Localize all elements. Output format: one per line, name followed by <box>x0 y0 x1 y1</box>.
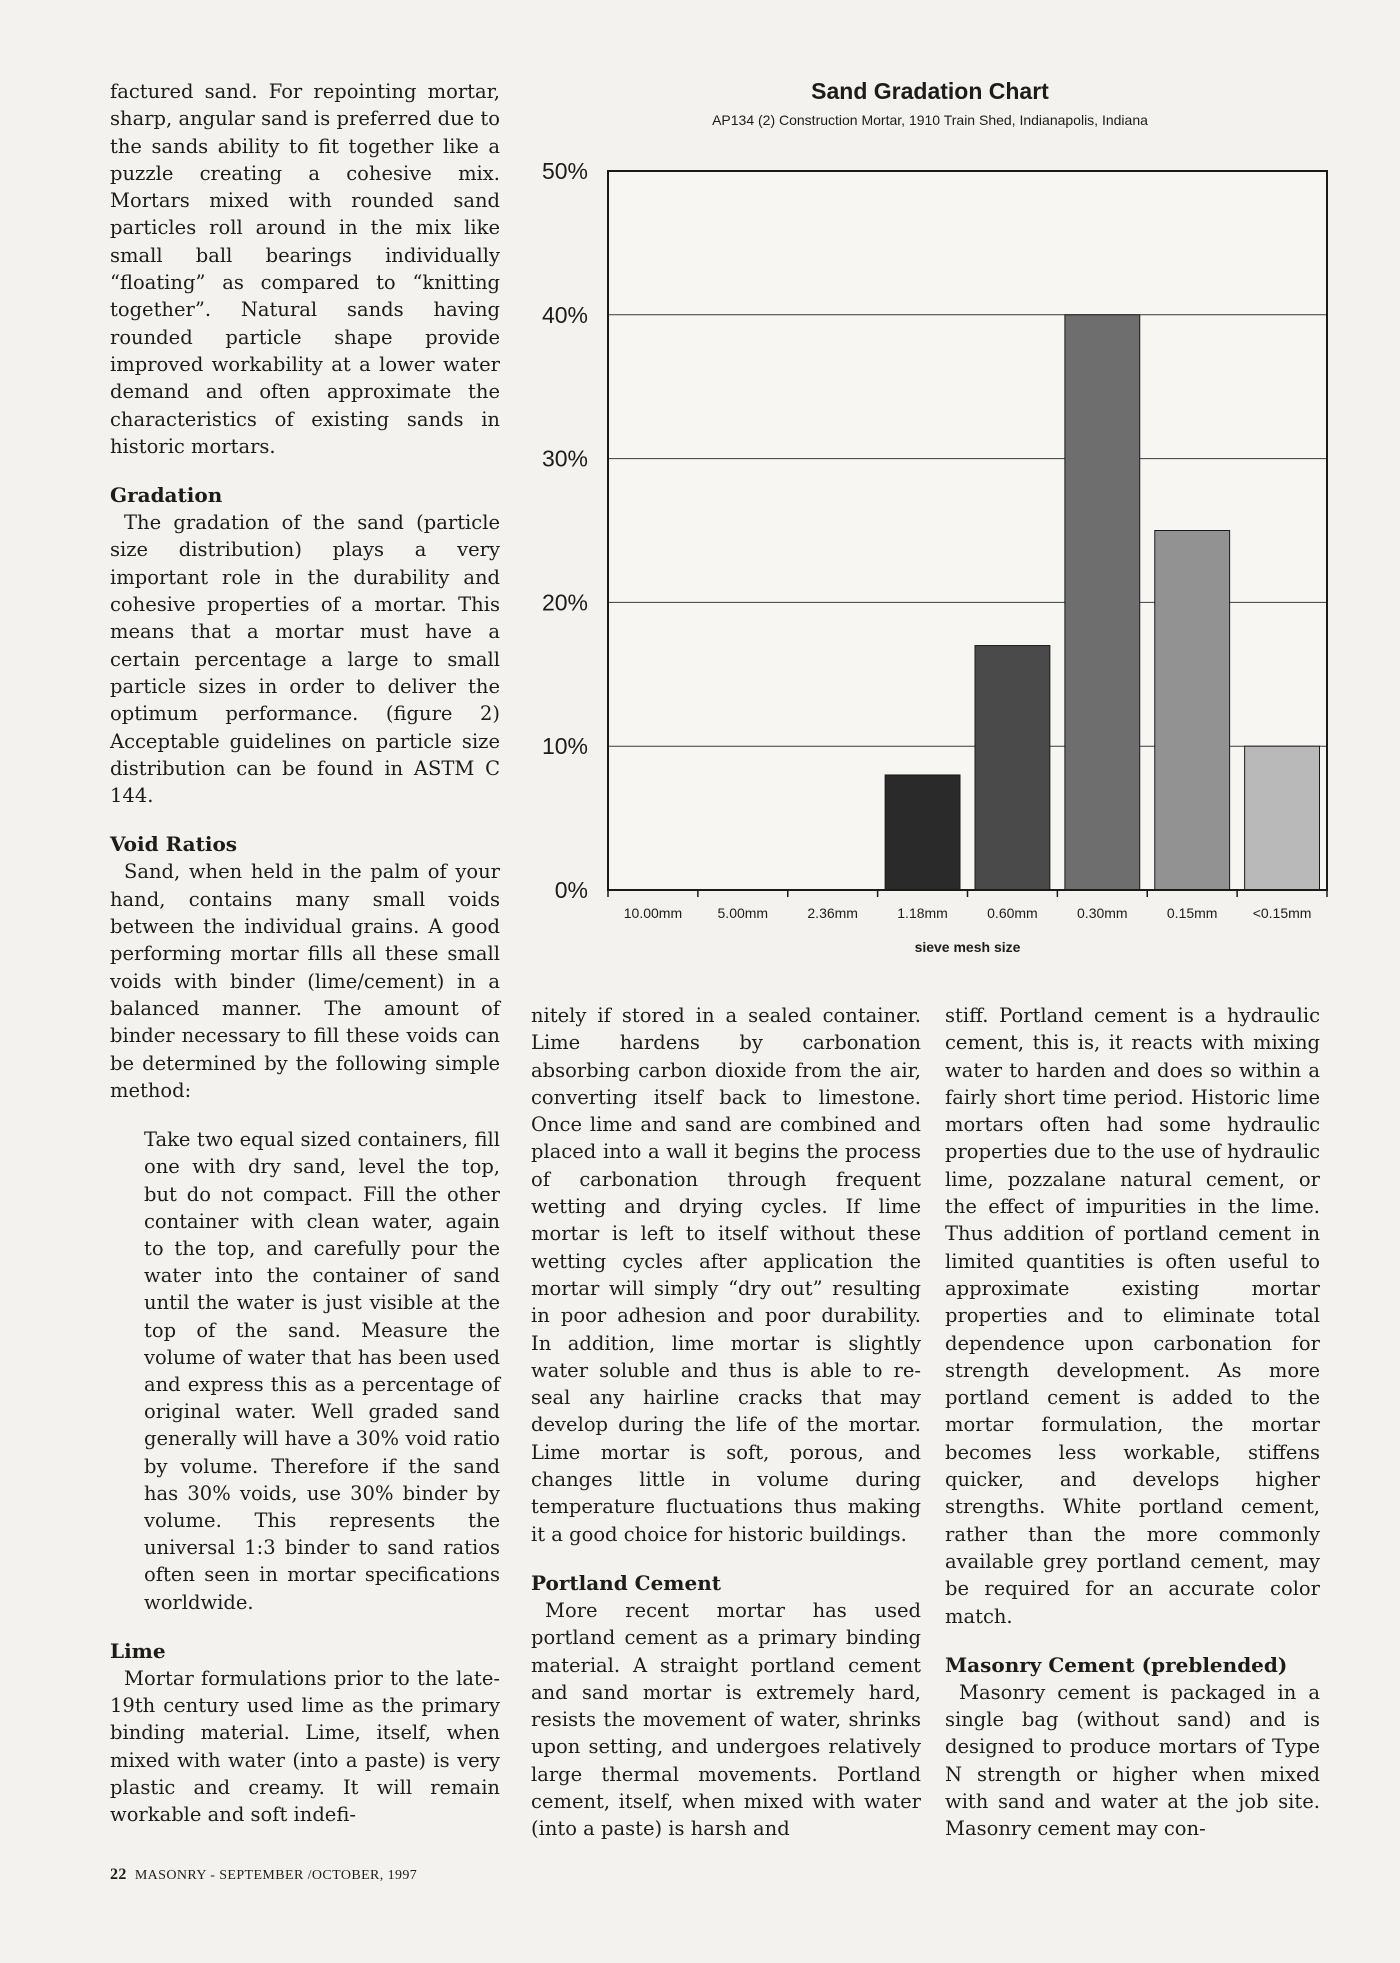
lime-continued-paragraph: nitely if stored in a sealed container. Lime hardens by carbonation absorbing carbon dioxide from the air, converting itself back to limestone. Once lime and sand are combined and placed into a wall it begins the process of carbonation through frequent wetting and drying cycles. If lime mortar is left to itself without these wetting cycles after application the mortar will simply “dry out” resulting in poor adhesion and poor durability. In addition, lime mortar is slightly water soluble and thus is able to re-seal any hairline cracks that may develop during the life of the mortar. Lime mortar is soft, porous, and changes little in volume during temperature fluctuations thus making it a good choice for historic buildings. <box>531 1004 921 1546</box>
bar-030mm <box>1065 315 1140 890</box>
page-number: 22 <box>110 1866 127 1883</box>
lime-heading: Lime <box>110 1638 166 1663</box>
y-tick-label: 40% <box>541 301 588 328</box>
middle-column <box>531 1002 921 1843</box>
masonry-cement-heading: Masonry Cement (preblended) <box>945 1652 1288 1677</box>
page-footer <box>110 1866 417 1884</box>
x-tick-label: 5.00mm <box>717 905 769 921</box>
gradation-heading: Gradation <box>110 483 223 508</box>
chart-subtitle: AP134 (2) Construction Mortar, 1910 Train Shed, Indianapolis, Indiana <box>712 112 1148 128</box>
sand-gradation-chart <box>520 78 1340 978</box>
portland-cement-heading: Portland Cement <box>531 1570 721 1595</box>
x-tick-label: 0.60mm <box>987 905 1038 921</box>
x-tick-label: <0.15mm <box>1252 905 1312 921</box>
gradation-paragraph: The gradation of the sand (particle size distribution) plays a very important role in the durability and cohesive properties of a mortar. This means that a mortar must have a certain percentage a large to small particle sizes in order to deliver the optimum performance. (figure 2) Acceptable guidelines on particle size distribution can be found in ASTM C 144. <box>110 511 500 808</box>
intro-paragraph: factured sand. For repointing mortar, sharp, angular sand is preferred due to the sands ability to fit together like a puzzle creating a cohesive mix. Mortars mixed with rounded sand particles roll around in the mix like small ball bearings individually “floating” as compared to “knitting together”. Natural sands having rounded particle shape provide improved workability at a lower water demand and often approximate the characteristics of existing sands in historic mortars. <box>110 80 500 458</box>
method-blockquote: Take two equal sized containers, fill one with dry sand, level the top, but do not compact. Fill the other container with clean water, again to the top, and carefully pour the water into the container of sand until the water is just visible at the top of the sand. Measure the volume of water that has been used and express this as a percentage of original water. Well graded sand generally will have a 30% void ratio by volume. Therefore if the sand has 30% voids, use 30% binder by volume. This represents the universal 1:3 binder to sand ratios often seen in mortar specifications worldwide. <box>144 1128 500 1614</box>
x-tick-label: 10.00mm <box>623 905 683 921</box>
y-tick-label: 20% <box>541 589 588 616</box>
portland-continued-paragraph: stiff. Portland cement is a hydraulic cement, this is, it reacts with mixing water to harden and does so within a fairly short time period. Historic lime mortars often had some hydraulic properties due to the use of hydraulic lime, pozzalane natural cement, or the effect of impurities in the lime. Thus addition of portland cement in limited quantities is often useful to approximate existing mortar properties and to eliminate total dependence upon carbonation for strength development. As more portland cement is added to the mortar formulation, the mortar becomes less workable, stiffens quicker, and develops higher strengths. White portland cement, rather than the more commonly available grey portland cement, may be required for an accurate color match. <box>945 1004 1320 1628</box>
masonry-cement-paragraph: Masonry cement is packaged in a single bag (without sand) and is designed to produce mortars of Type N strength or higher when mixed with sand and water at the job site. Masonry cement may con- <box>945 1680 1320 1841</box>
chart-title: Sand Gradation Chart <box>811 78 1049 104</box>
y-tick-label: 50% <box>541 158 588 184</box>
bar-015mm <box>1245 746 1320 890</box>
x-axis-label: sieve mesh size <box>914 939 1021 955</box>
right-column <box>945 1002 1320 1843</box>
running-title: MASONRY - SEPTEMBER /OCTOBER, 1997 <box>134 1868 418 1883</box>
x-tick-label: 0.15mm <box>1166 905 1218 921</box>
y-tick-label: 10% <box>541 733 588 760</box>
y-tick-label: 0% <box>554 877 588 903</box>
bar-015mm <box>1155 531 1230 891</box>
portland-cement-paragraph: More recent mortar has used portland cement as a primary binding material. A straight portland cement and sand mortar is extremely hard, resists the movement of water, shrinks upon setting, and undergoes relatively large thermal movements. Portland cement, itself, when mixed with water (into a paste) is harsh and <box>531 1598 921 1841</box>
y-tick-label: 30% <box>541 445 588 472</box>
void-ratios-paragraph: Sand, when held in the palm of your hand, contains many small voids between the individual grains. A good performing mortar fills all these small voids with binder (lime/cement) in a balanced manner. The amount of binder necessary to fill these voids can be determined by the following simple method: <box>110 860 500 1102</box>
bar-060mm <box>975 646 1050 890</box>
x-tick-label: 2.36mm <box>807 905 858 921</box>
void-ratios-heading: Void Ratios <box>110 832 238 857</box>
chart-plot <box>520 78 1340 978</box>
bar-118mm <box>885 775 960 890</box>
x-tick-label: 1.18mm <box>897 905 948 921</box>
lime-paragraph: Mortar formulations prior to the late-19th century used lime as the primary binding material. Lime, itself, when mixed with water (into a paste) is very plastic and creamy. It will remain workable and soft indefi- <box>110 1666 500 1827</box>
left-column <box>110 78 500 1829</box>
x-tick-label: 0.30mm <box>1077 905 1128 921</box>
